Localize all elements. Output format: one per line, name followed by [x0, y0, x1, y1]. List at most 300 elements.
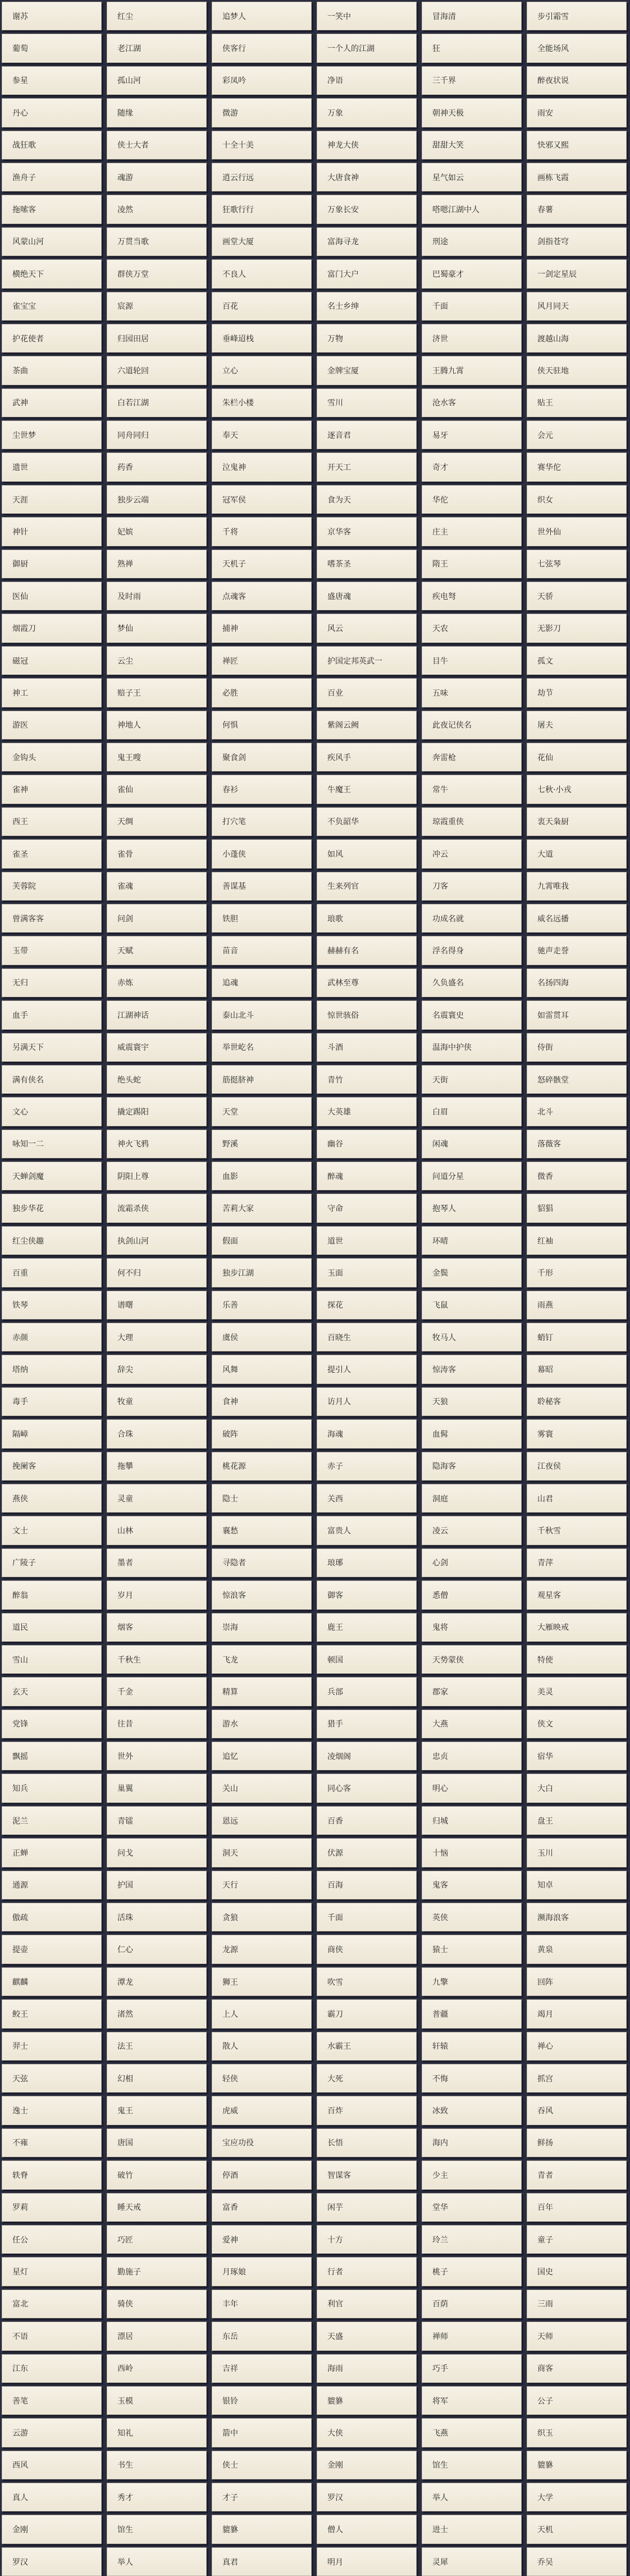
title-option-button[interactable]: 才子	[212, 2483, 312, 2511]
title-option-button[interactable]: 盘王	[527, 1806, 627, 1835]
title-option-button[interactable]: 貔貅	[527, 2451, 627, 2479]
title-option-button[interactable]: 鬼王	[107, 2096, 207, 2125]
title-option-button[interactable]: 御客	[317, 1581, 417, 1609]
title-option-button[interactable]: 渡越山海	[527, 324, 627, 353]
title-option-button[interactable]: 名震寰史	[422, 1001, 522, 1029]
title-option-button[interactable]: 赛华佗	[527, 453, 627, 481]
title-option-button[interactable]: 归城	[422, 1806, 522, 1835]
title-option-button[interactable]: 驰声走誉	[527, 936, 627, 965]
title-option-button[interactable]: 云游	[2, 2418, 102, 2447]
title-option-button[interactable]: 国史	[527, 2257, 627, 2286]
title-option-button[interactable]: 合珠	[107, 1419, 207, 1448]
title-option-button[interactable]: 万象	[317, 98, 417, 127]
title-option-button[interactable]: 乐善	[212, 1291, 312, 1319]
title-option-button[interactable]: 追忆	[212, 1742, 312, 1770]
title-option-button[interactable]: 桃花源	[212, 1452, 312, 1481]
title-option-button[interactable]: 护花使者	[2, 324, 102, 353]
title-option-button[interactable]: 巴蜀豪才	[422, 259, 522, 288]
title-option-button[interactable]: 西王	[2, 807, 102, 836]
title-option-button[interactable]: 潭龙	[107, 1967, 207, 1996]
title-option-button[interactable]: 春薯	[527, 195, 627, 223]
title-option-button[interactable]: 满有侠名	[2, 1065, 102, 1094]
title-option-button[interactable]: 不负韶华	[317, 807, 417, 836]
title-option-button[interactable]: 郡家	[422, 1677, 522, 1706]
title-option-button[interactable]: 织女	[527, 485, 627, 514]
title-option-button[interactable]: 富贵人	[317, 1516, 417, 1545]
title-option-button[interactable]: 天绸	[107, 807, 207, 836]
title-option-button[interactable]: 馆生	[422, 2451, 522, 2479]
title-option-button[interactable]: 大雁映戒	[527, 1613, 627, 1642]
title-option-button[interactable]: 道民	[2, 1613, 102, 1642]
title-option-button[interactable]: 巢翼	[107, 1774, 207, 1802]
title-option-button[interactable]: 金刚	[2, 2515, 102, 2543]
title-option-button[interactable]: 千秋生	[107, 1645, 207, 1674]
title-option-button[interactable]: 曾满客客	[2, 904, 102, 933]
title-option-button[interactable]: 如雷贯耳	[527, 1001, 627, 1029]
title-option-button[interactable]: 罗莉	[2, 2193, 102, 2222]
title-option-button[interactable]: 魂游	[107, 163, 207, 191]
title-option-button[interactable]: 磁冠	[2, 646, 102, 675]
title-option-button[interactable]: 书生	[107, 2451, 207, 2479]
title-option-button[interactable]: 雀骨	[107, 839, 207, 868]
title-option-button[interactable]: 轻侠	[212, 2064, 312, 2093]
title-option-button[interactable]: 同心客	[317, 1774, 417, 1802]
title-option-button[interactable]: 大白	[527, 1774, 627, 1802]
title-option-button[interactable]: 武神	[2, 389, 102, 417]
title-option-button[interactable]: 不语	[2, 2322, 102, 2350]
title-option-button[interactable]: 绝头蛇	[107, 1065, 207, 1094]
title-option-button[interactable]: 罗汉	[317, 2483, 417, 2511]
title-option-button[interactable]: 浮名得身	[422, 936, 522, 965]
title-option-button[interactable]: 虞侯	[212, 1323, 312, 1351]
title-option-button[interactable]: 睡天戒	[107, 2193, 207, 2222]
title-option-button[interactable]: 幻相	[107, 2064, 207, 2093]
title-option-button[interactable]: 闲魂	[422, 1130, 522, 1158]
title-option-button[interactable]: 问剑	[107, 904, 207, 933]
title-option-button[interactable]: 惊浪客	[212, 1581, 312, 1609]
title-option-button[interactable]: 净语	[317, 66, 417, 95]
title-option-button[interactable]: 进士	[422, 2515, 522, 2543]
title-option-button[interactable]: 世外	[107, 1742, 207, 1770]
title-option-button[interactable]: 堂华	[422, 2193, 522, 2222]
title-option-button[interactable]: 竭月	[527, 1999, 627, 2028]
title-option-button[interactable]: 如风	[317, 839, 417, 868]
title-option-button[interactable]: 天街	[422, 1065, 522, 1094]
title-option-button[interactable]: 雀仙	[107, 775, 207, 803]
title-option-button[interactable]: 奉天	[212, 421, 312, 449]
title-option-button[interactable]: 百炸	[317, 2096, 417, 2125]
title-option-button[interactable]: 玉带	[2, 936, 102, 965]
title-option-button[interactable]: 易牙	[422, 421, 522, 449]
title-option-button[interactable]: 疾电弩	[422, 582, 522, 610]
title-option-button[interactable]: 鬼将	[422, 1613, 522, 1642]
title-option-button[interactable]: 西风	[2, 2451, 102, 2479]
title-option-button[interactable]: 飘摇	[2, 1742, 102, 1770]
title-option-button[interactable]: 丰年	[212, 2290, 312, 2318]
title-option-button[interactable]: 步引霜雪	[527, 2, 627, 30]
title-option-button[interactable]: 天行	[212, 1871, 312, 1899]
title-option-button[interactable]: 参星	[2, 66, 102, 95]
title-option-button[interactable]: 风蒙山河	[2, 227, 102, 256]
title-option-button[interactable]: 利官	[317, 2290, 417, 2318]
title-option-button[interactable]: 百海	[317, 1871, 417, 1899]
title-option-button[interactable]: 斗酒	[317, 1033, 417, 1062]
title-option-button[interactable]: 独步江湖	[212, 1258, 312, 1287]
title-option-button[interactable]: 鲛王	[2, 1999, 102, 2028]
title-option-button[interactable]: 无影刀	[527, 614, 627, 642]
title-option-button[interactable]: 问戈	[107, 1838, 207, 1867]
title-option-button[interactable]: 战狂歌	[2, 131, 102, 159]
title-option-button[interactable]: 烟客	[107, 1613, 207, 1642]
title-option-button[interactable]: 灵童	[107, 1484, 207, 1513]
title-option-button[interactable]: 闲芋	[317, 2193, 417, 2222]
title-option-button[interactable]: 挽阑客	[2, 1452, 102, 1481]
title-option-button[interactable]: 貔貅	[212, 2515, 312, 2543]
title-option-button[interactable]: 僧人	[317, 2515, 417, 2543]
title-option-button[interactable]: 冠军侯	[212, 485, 312, 514]
title-option-button[interactable]: 王腾九霄	[422, 356, 522, 385]
title-option-button[interactable]: 醉翁	[2, 1581, 102, 1609]
title-option-button[interactable]: 渚然	[107, 1999, 207, 2028]
title-option-button[interactable]: 拖嗦客	[2, 195, 102, 223]
title-option-button[interactable]: 寻隐者	[212, 1549, 312, 1577]
title-option-button[interactable]: 秀才	[107, 2483, 207, 2511]
title-option-button[interactable]: 龙源	[212, 1935, 312, 1963]
title-option-button[interactable]: 赫赫有名	[317, 936, 417, 965]
title-option-button[interactable]: 另满天下	[2, 1033, 102, 1062]
title-option-button[interactable]: 蛸钉	[527, 1323, 627, 1351]
title-option-button[interactable]: 濒海浪客	[527, 1903, 627, 1931]
title-option-button[interactable]: 辞尖	[107, 1355, 207, 1383]
title-option-button[interactable]: 雨安	[527, 98, 627, 127]
title-option-button[interactable]: 贴王	[527, 389, 627, 417]
title-option-button[interactable]: 画堂大厦	[212, 227, 312, 256]
title-option-button[interactable]: 立心	[212, 356, 312, 385]
title-option-button[interactable]: 心剑	[422, 1549, 522, 1577]
title-option-button[interactable]: 奔雷枪	[422, 743, 522, 771]
title-option-button[interactable]: 大侠	[317, 2418, 417, 2447]
title-option-button[interactable]: 貂猖	[527, 1194, 627, 1222]
title-option-button[interactable]: 顿国	[317, 1645, 417, 1674]
title-option-button[interactable]: 金刚	[317, 2451, 417, 2479]
title-option-button[interactable]: 千形	[527, 1258, 627, 1287]
title-option-button[interactable]: 白若江湖	[107, 389, 207, 417]
title-option-button[interactable]: 庄主	[422, 517, 522, 546]
title-option-button[interactable]: 醉夜状说	[527, 66, 627, 95]
title-option-button[interactable]: 举人	[422, 2483, 522, 2511]
title-option-button[interactable]: 盛唐魂	[317, 582, 417, 610]
title-option-button[interactable]: 一剑定星辰	[527, 259, 627, 288]
title-option-button[interactable]: 关山	[212, 1774, 312, 1802]
title-option-button[interactable]: 万贯当歌	[107, 227, 207, 256]
title-option-button[interactable]: 环晴	[422, 1226, 522, 1255]
title-option-button[interactable]: 江湖神话	[107, 1001, 207, 1029]
title-option-button[interactable]: 关西	[317, 1484, 417, 1513]
title-option-button[interactable]: 金牌宝厦	[317, 356, 417, 385]
title-option-button[interactable]: 玉模	[107, 2386, 207, 2415]
title-option-button[interactable]: 织玉	[527, 2418, 627, 2447]
title-option-button[interactable]: 葡萄	[2, 34, 102, 62]
title-option-button[interactable]: 天涯	[2, 485, 102, 514]
title-option-button[interactable]: 聆秘客	[527, 1387, 627, 1416]
title-option-button[interactable]: 海内	[422, 2129, 522, 2157]
title-option-button[interactable]: 美灵	[527, 1677, 627, 1706]
title-option-button[interactable]: 逍云行远	[212, 163, 312, 191]
title-option-button[interactable]: 谢苏	[2, 2, 102, 30]
title-option-button[interactable]: 岁月	[107, 1581, 207, 1609]
title-option-button[interactable]: 虎威	[212, 2096, 312, 2125]
title-option-button[interactable]: 天机	[527, 2515, 627, 2543]
title-option-button[interactable]: 点魂客	[212, 582, 312, 610]
title-option-button[interactable]: 琅歌	[317, 904, 417, 933]
title-option-button[interactable]: 千面	[317, 1903, 417, 1931]
title-option-button[interactable]: 禅匠	[212, 646, 312, 675]
title-option-button[interactable]: 巧手	[422, 2354, 522, 2383]
title-option-button[interactable]: 山君	[527, 1484, 627, 1513]
title-option-button[interactable]: 神火飞鸦	[107, 1130, 207, 1158]
title-option-button[interactable]: 文士	[2, 1516, 102, 1545]
title-option-button[interactable]: 天蝉剑魔	[2, 1162, 102, 1190]
title-option-button[interactable]: 伏源	[317, 1838, 417, 1867]
title-option-button[interactable]: 大唐食神	[317, 163, 417, 191]
title-option-button[interactable]: 赤炼	[107, 969, 207, 997]
title-option-button[interactable]: 百荫	[422, 2290, 522, 2318]
title-option-button[interactable]: 停酒	[212, 2161, 312, 2189]
title-option-button[interactable]: 天弦	[2, 2064, 102, 2093]
title-option-button[interactable]: 琼霞重侠	[422, 807, 522, 836]
title-option-button[interactable]: 渔舟子	[2, 163, 102, 191]
title-option-button[interactable]: 惊涛客	[422, 1355, 522, 1383]
title-option-button[interactable]: 随缘	[107, 98, 207, 127]
title-option-button[interactable]: 十方	[317, 2225, 417, 2254]
title-option-button[interactable]: 流霜杀侠	[107, 1194, 207, 1222]
title-option-button[interactable]: 隐士	[212, 1484, 312, 1513]
title-option-button[interactable]: 屠夫	[527, 711, 627, 739]
title-option-button[interactable]: 逐音君	[317, 421, 417, 449]
title-option-button[interactable]: 药香	[107, 453, 207, 481]
title-option-button[interactable]: 熟禅	[107, 550, 207, 578]
title-option-button[interactable]: 赤子	[317, 1452, 417, 1481]
title-option-button[interactable]: 泥兰	[2, 1806, 102, 1835]
title-option-button[interactable]: 毒手	[2, 1387, 102, 1416]
title-option-button[interactable]: 开天工	[317, 453, 417, 481]
title-option-button[interactable]: 必胜	[212, 678, 312, 707]
title-option-button[interactable]: 神工	[2, 678, 102, 707]
title-option-button[interactable]: 灵犀	[422, 2547, 522, 2576]
title-option-button[interactable]: 桃子	[422, 2257, 522, 2286]
title-option-button[interactable]: 温海中护侠	[422, 1033, 522, 1062]
title-option-button[interactable]: 宝应功役	[212, 2129, 312, 2157]
title-option-button[interactable]: 狂歌行行	[212, 195, 312, 223]
title-option-button[interactable]: 活珠	[107, 1903, 207, 1931]
title-option-button[interactable]: 七秋·小戎	[527, 775, 627, 803]
title-option-button[interactable]: 落薇客	[527, 1130, 627, 1158]
title-option-button[interactable]: 天骄	[527, 582, 627, 610]
title-option-button[interactable]: 三雨	[527, 2290, 627, 2318]
title-option-button[interactable]: 破竹	[107, 2161, 207, 2189]
title-option-button[interactable]: 独步华花	[2, 1194, 102, 1222]
title-option-button[interactable]: 神龙大侠	[317, 131, 417, 159]
title-option-button[interactable]: 富海寻龙	[317, 227, 417, 256]
title-option-button[interactable]: 提引人	[317, 1355, 417, 1383]
title-option-button[interactable]: 红尘	[107, 2, 207, 30]
title-option-button[interactable]: 罗汉	[2, 2547, 102, 2576]
title-option-button[interactable]: 阴阳上尊	[107, 1162, 207, 1190]
title-option-button[interactable]: 知兵	[2, 1774, 102, 1802]
title-option-button[interactable]: 崇海	[212, 1613, 312, 1642]
title-option-button[interactable]: 此夜记侠名	[422, 711, 522, 739]
title-option-button[interactable]: 醉魂	[317, 1162, 417, 1190]
title-option-button[interactable]: 上人	[212, 1999, 312, 2028]
title-option-button[interactable]: 天赋	[107, 936, 207, 965]
title-option-button[interactable]: 青者	[527, 2161, 627, 2189]
title-option-button[interactable]: 青萍	[527, 1549, 627, 1577]
title-option-button[interactable]: 雀圣	[2, 839, 102, 868]
title-option-button[interactable]: 梦仙	[107, 614, 207, 642]
title-option-button[interactable]: 爱神	[212, 2225, 312, 2254]
title-option-button[interactable]: 百重	[2, 1258, 102, 1287]
title-option-button[interactable]: 童子	[527, 2225, 627, 2254]
title-option-button[interactable]: 真君	[212, 2547, 312, 2576]
title-option-button[interactable]: 海雨	[317, 2354, 417, 2383]
title-option-button[interactable]: 文心	[2, 1097, 102, 1126]
title-option-button[interactable]: 追梦人	[212, 2, 312, 30]
title-option-button[interactable]: 芙蓉院	[2, 872, 102, 901]
title-option-button[interactable]: 牧童	[107, 1387, 207, 1416]
title-option-button[interactable]: 神地人	[107, 711, 207, 739]
title-option-button[interactable]: 小蓬侠	[212, 839, 312, 868]
title-option-button[interactable]: 尘世梦	[2, 421, 102, 449]
title-option-button[interactable]: 少主	[422, 2161, 522, 2189]
title-option-button[interactable]: 宸源	[107, 292, 207, 321]
title-option-button[interactable]: 箭中	[212, 2418, 312, 2447]
title-option-button[interactable]: 冒海清	[422, 2, 522, 30]
title-option-button[interactable]: 追魂	[212, 969, 312, 997]
title-option-button[interactable]: 吉祥	[212, 2354, 312, 2383]
title-option-button[interactable]: 侠客行	[212, 34, 312, 62]
title-option-button[interactable]: 苦莉大家	[212, 1194, 312, 1222]
title-option-button[interactable]: 禅师	[422, 2322, 522, 2350]
title-option-button[interactable]: 华佗	[422, 485, 522, 514]
title-option-button[interactable]: 十全十美	[212, 131, 312, 159]
title-option-button[interactable]: 大燕	[422, 1710, 522, 1738]
title-option-button[interactable]: 富门大户	[317, 259, 417, 288]
title-option-button[interactable]: 雪川	[317, 389, 417, 417]
title-option-button[interactable]: 打穴笔	[212, 807, 312, 836]
title-option-button[interactable]: 天机子	[212, 550, 312, 578]
title-option-button[interactable]: 武林至尊	[317, 969, 417, 997]
title-option-button[interactable]: 正蝉	[2, 1838, 102, 1867]
title-option-button[interactable]: 筋挺脐神	[212, 1065, 312, 1094]
title-option-button[interactable]: 生来列官	[317, 872, 417, 901]
title-option-button[interactable]: 聚食剑	[212, 743, 312, 771]
title-option-button[interactable]: 玉川	[527, 1838, 627, 1867]
title-option-button[interactable]: 飞龙	[212, 1645, 312, 1674]
title-option-button[interactable]: 久负盛名	[422, 969, 522, 997]
title-option-button[interactable]: 老江湖	[107, 34, 207, 62]
title-option-button[interactable]: 劫节	[527, 678, 627, 707]
title-option-button[interactable]: 雾寰	[527, 1419, 627, 1448]
title-option-button[interactable]: 大死	[317, 2064, 417, 2093]
title-option-button[interactable]: 勤施子	[107, 2257, 207, 2286]
title-option-button[interactable]: 大英雄	[317, 1097, 417, 1126]
title-option-button[interactable]: 群侠万堂	[107, 259, 207, 288]
title-option-button[interactable]: 普疆	[422, 1999, 522, 2028]
title-option-button[interactable]: 百花	[212, 292, 312, 321]
title-option-button[interactable]: 游医	[2, 711, 102, 739]
title-option-button[interactable]: 九霄唯我	[527, 872, 627, 901]
title-option-button[interactable]: 隔嶂	[2, 1419, 102, 1448]
title-option-button[interactable]: 赤颜	[2, 1323, 102, 1351]
title-option-button[interactable]: 目牛	[422, 646, 522, 675]
title-option-button[interactable]: 黄泉	[527, 1935, 627, 1963]
title-option-button[interactable]: 垂峰迢栈	[212, 324, 312, 353]
title-option-button[interactable]: 鲜扬	[527, 2129, 627, 2157]
title-option-button[interactable]: 鬼客	[422, 1871, 522, 1899]
title-option-button[interactable]: 雪山	[2, 1645, 102, 1674]
title-option-button[interactable]: 幽谷	[317, 1130, 417, 1158]
title-option-button[interactable]: 乔吴	[527, 2547, 627, 2576]
title-option-button[interactable]: 云尘	[107, 646, 207, 675]
title-option-button[interactable]: 法王	[107, 2032, 207, 2061]
title-option-button[interactable]: 捕神	[212, 614, 312, 642]
title-option-button[interactable]: 隐海客	[422, 1452, 522, 1481]
title-option-button[interactable]: 咏知一二	[2, 1130, 102, 1158]
title-option-button[interactable]: 明月	[317, 2547, 417, 2576]
title-option-button[interactable]: 山林	[107, 1516, 207, 1545]
title-option-button[interactable]: 访月人	[317, 1387, 417, 1416]
title-option-button[interactable]: 拖攀	[107, 1452, 207, 1481]
title-option-button[interactable]: 玉面	[317, 1258, 417, 1287]
title-option-button[interactable]: 守命	[317, 1194, 417, 1222]
title-option-button[interactable]: 血影	[212, 1162, 312, 1190]
title-option-button[interactable]: 朝神天极	[422, 98, 522, 127]
title-option-button[interactable]: 轩辕	[422, 2032, 522, 2061]
title-option-button[interactable]: 千金	[107, 1677, 207, 1706]
title-option-button[interactable]: 名士乡绅	[317, 292, 417, 321]
title-option-button[interactable]: 貔貅	[317, 2386, 417, 2415]
title-option-button[interactable]: 道世	[317, 1226, 417, 1255]
title-option-button[interactable]: 不良人	[212, 259, 312, 288]
title-option-button[interactable]: 轶脊	[2, 2161, 102, 2189]
title-option-button[interactable]: 侠文	[527, 1710, 627, 1738]
title-option-button[interactable]: 一个人的江湖	[317, 34, 417, 62]
title-option-button[interactable]: 大理	[107, 1323, 207, 1351]
title-option-button[interactable]: 唐国	[107, 2129, 207, 2157]
title-option-button[interactable]: 万物	[317, 324, 417, 353]
title-option-button[interactable]: 侠天驻地	[527, 356, 627, 385]
title-option-button[interactable]: 漂居	[107, 2322, 207, 2350]
title-option-button[interactable]: 雀宝宝	[2, 292, 102, 321]
title-option-button[interactable]: 广陵子	[2, 1549, 102, 1577]
title-option-button[interactable]: 血髯	[422, 1419, 522, 1448]
title-option-button[interactable]: 百年	[527, 2193, 627, 2222]
title-option-button[interactable]: 特使	[527, 1645, 627, 1674]
title-option-button[interactable]: 抱琴人	[422, 1194, 522, 1222]
title-option-button[interactable]: 白眉	[422, 1097, 522, 1126]
title-option-button[interactable]: 剑指苍穹	[527, 227, 627, 256]
title-option-button[interactable]: 月琢娘	[212, 2257, 312, 2286]
title-option-button[interactable]: 神针	[2, 517, 102, 546]
title-option-button[interactable]: 微游	[212, 98, 312, 127]
title-option-button[interactable]: 飞燕	[422, 2418, 522, 2447]
title-option-button[interactable]: 红尘侠趣	[2, 1226, 102, 1255]
title-option-button[interactable]: 将军	[422, 2386, 522, 2415]
title-option-button[interactable]: 大学	[527, 2483, 627, 2511]
title-option-button[interactable]: 洞庭	[422, 1484, 522, 1513]
title-option-button[interactable]: 襄愁	[212, 1516, 312, 1545]
title-option-button[interactable]: 禅心	[527, 2032, 627, 2061]
